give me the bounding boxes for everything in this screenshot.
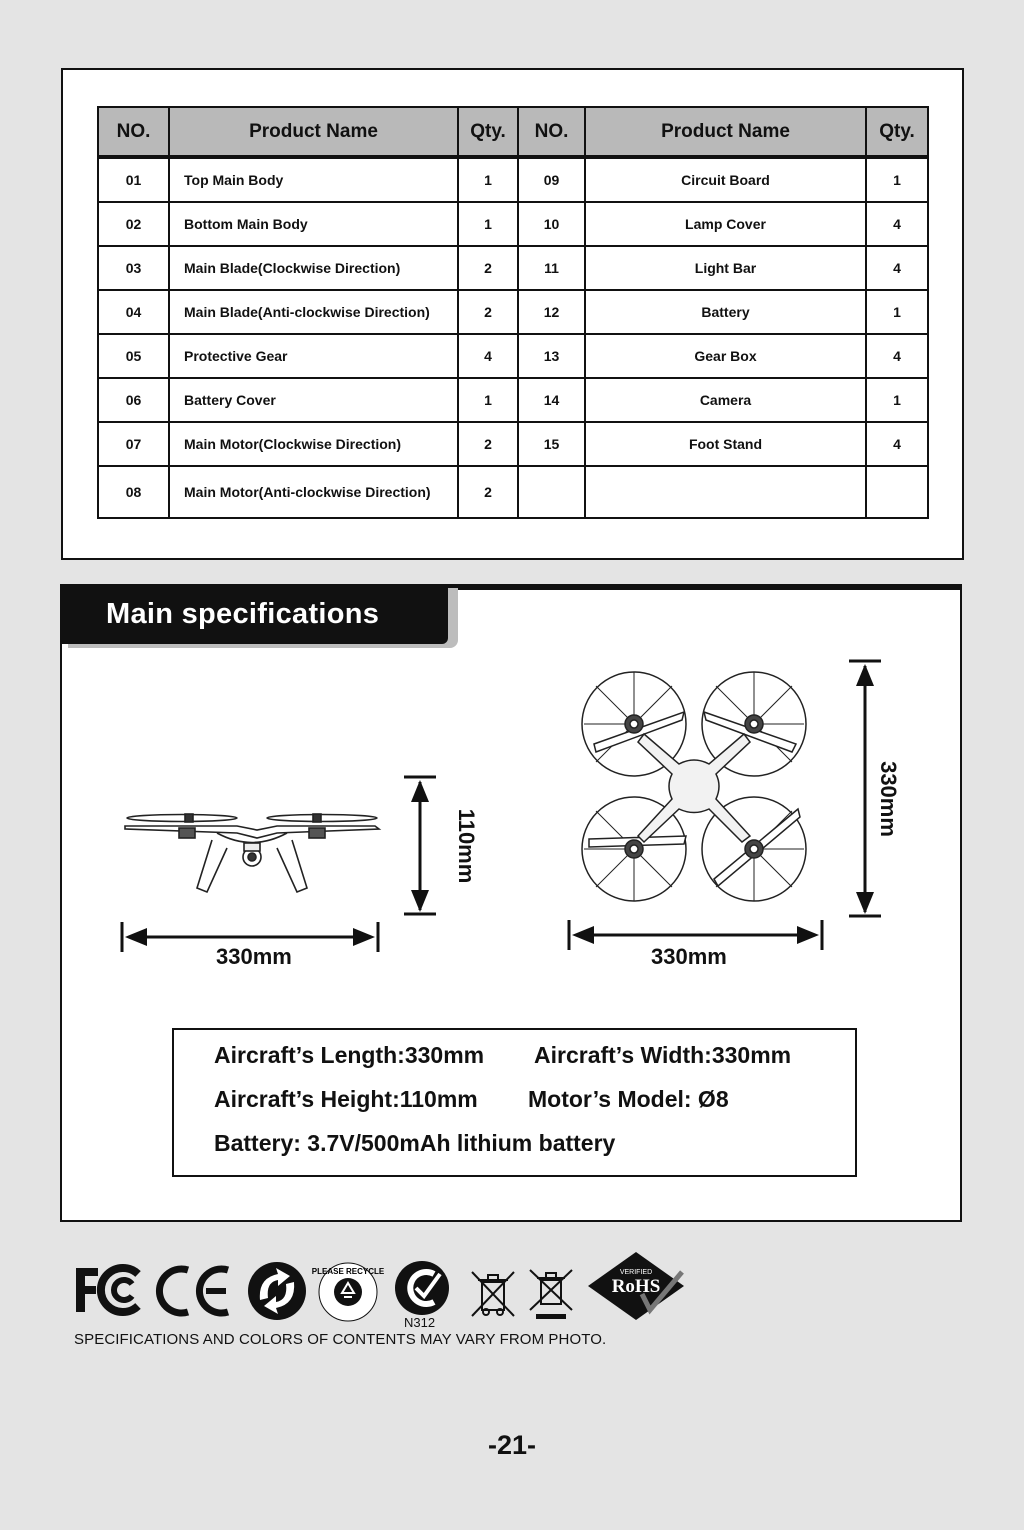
part-name: Battery Cover: [169, 378, 458, 422]
rohs-text: RoHS: [611, 1276, 661, 1297]
drone-top-view-illustration: [574, 664, 814, 904]
part-number: 03: [98, 246, 169, 290]
spec-motor: Motor’s Model: Ø8: [528, 1086, 729, 1112]
part-name: Main Blade(Clockwise Direction): [169, 246, 458, 290]
fcc-logo: [72, 1264, 146, 1316]
part-number: 12: [518, 290, 585, 334]
part-qty: 2: [458, 246, 518, 290]
part-name: Lamp Cover: [585, 202, 866, 246]
table-row: [98, 202, 928, 246]
table-row: [98, 157, 928, 202]
please-recycle-logo: [311, 1262, 385, 1322]
part-qty: 4: [866, 422, 928, 466]
c-tick-logo: [394, 1260, 450, 1316]
drone-side-view-illustration: [117, 800, 387, 910]
table-row: [98, 466, 928, 518]
part-qty: 1: [866, 157, 928, 202]
part-number: 05: [98, 334, 169, 378]
part-number: 15: [518, 422, 585, 466]
part-qty: 4: [866, 246, 928, 290]
page-number: -21-: [487, 1430, 536, 1460]
top-width-label: 330mm: [651, 944, 727, 969]
table-row: [98, 378, 928, 422]
part-number: 13: [518, 334, 585, 378]
parts-table: [97, 106, 929, 519]
part-name: Main Blade(Anti-clockwise Direction): [169, 290, 458, 334]
part-name: Battery: [585, 290, 866, 334]
part-name: Main Motor(Clockwise Direction): [169, 422, 458, 466]
part-name: Protective Gear: [169, 334, 458, 378]
part-number: 07: [98, 422, 169, 466]
spec-details-box: [172, 1028, 857, 1177]
header-no: NO.: [98, 107, 169, 157]
part-qty: 1: [866, 378, 928, 422]
table-row: [98, 422, 928, 466]
part-number: 14: [518, 378, 585, 422]
part-qty: [866, 466, 928, 518]
side-height-dimension-arrow: [402, 772, 438, 920]
weee-bin-icon: [526, 1266, 576, 1322]
header-product-name: Product Name: [169, 107, 458, 157]
side-width-label: 330mm: [216, 944, 292, 969]
spec-length: Aircraft’s Length:330mm: [214, 1042, 485, 1068]
specifications-panel: [60, 584, 962, 1222]
top-length-label: 330mm: [876, 761, 901, 837]
header-qty: Qty.: [866, 107, 928, 157]
part-number: 08: [98, 466, 169, 518]
part-name: Foot Stand: [585, 422, 866, 466]
part-number: 09: [518, 157, 585, 202]
part-name: Light Bar: [585, 246, 866, 290]
please-recycle-text: PLEASE RECYCLE: [311, 1267, 385, 1276]
part-number: [518, 466, 585, 518]
part-number: 10: [518, 202, 585, 246]
part-qty: 2: [458, 466, 518, 518]
weee-bin-icon: [466, 1266, 520, 1322]
ce-mark: [154, 1264, 234, 1318]
part-qty: 2: [458, 290, 518, 334]
part-qty: 1: [866, 290, 928, 334]
spec-battery: Battery: 3.7V/500mAh lithium battery: [214, 1130, 616, 1156]
table-row: [98, 290, 928, 334]
part-name: Top Main Body: [169, 157, 458, 202]
parts-table-header-row: [98, 107, 928, 157]
part-qty: 1: [458, 202, 518, 246]
part-qty: 1: [458, 378, 518, 422]
header-qty: Qty.: [458, 107, 518, 157]
spec-width: Aircraft’s Width:330mm: [534, 1042, 792, 1068]
section-title: Main specifications: [106, 598, 380, 630]
table-row: [98, 246, 928, 290]
green-dot-logo: [246, 1260, 308, 1322]
part-qty: 4: [458, 334, 518, 378]
part-number: 01: [98, 157, 169, 202]
header-product-name: Product Name: [585, 107, 866, 157]
part-name: Circuit Board: [585, 157, 866, 202]
spec-height: Aircraft’s Height:110mm: [214, 1086, 478, 1112]
part-number: 11: [518, 246, 585, 290]
header-no: NO.: [518, 107, 585, 157]
part-name: Camera: [585, 378, 866, 422]
part-name: [585, 466, 866, 518]
rohs-verified-logo: [586, 1250, 686, 1322]
disclaimer-text: SPECIFICATIONS AND COLORS OF CONTENTS MAY VARY FROM PHOTO.: [74, 1331, 607, 1348]
rohs-verified-text: VERIFIED: [619, 1269, 653, 1276]
part-qty: 4: [866, 202, 928, 246]
part-qty: 2: [458, 422, 518, 466]
part-name: Bottom Main Body: [169, 202, 458, 246]
part-name: Main Motor(Anti-clockwise Direction): [169, 466, 458, 518]
c-tick-code: N312: [404, 1315, 436, 1330]
part-qty: 4: [866, 334, 928, 378]
part-qty: 1: [458, 157, 518, 202]
side-height-label: 110mm: [454, 808, 479, 884]
part-number: 02: [98, 202, 169, 246]
part-number: 04: [98, 290, 169, 334]
part-name: Gear Box: [585, 334, 866, 378]
part-number: 06: [98, 378, 169, 422]
parts-list-panel: [61, 68, 964, 560]
table-row: [98, 334, 928, 378]
title-tab: [62, 588, 448, 644]
